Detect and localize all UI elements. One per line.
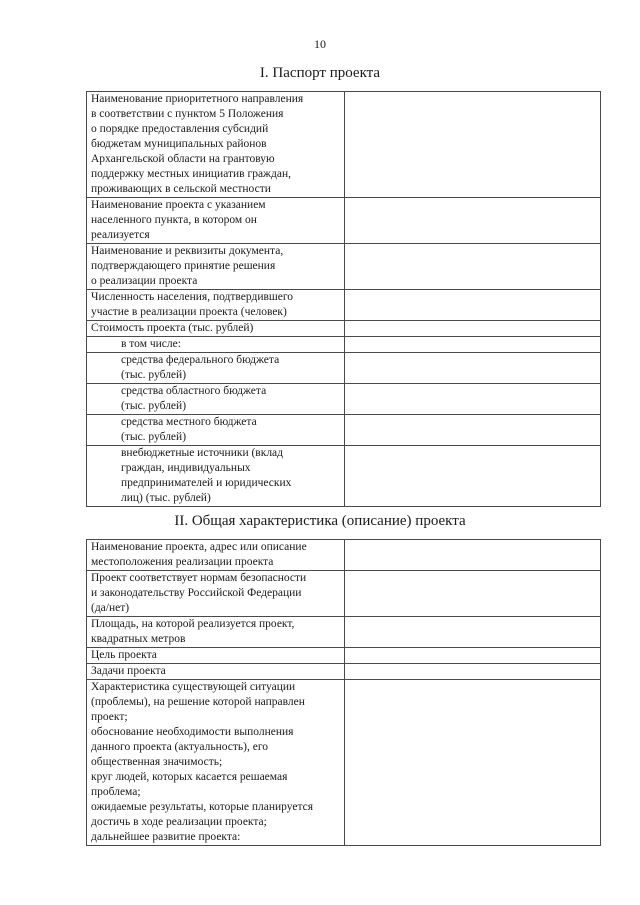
table-row [87, 540, 601, 571]
page-number: 10 [314, 37, 326, 51]
field-value-cell[interactable] [345, 664, 601, 680]
field-label: Характеристика существующей ситуации (проблемы), на решение которой направлен проект; обоснование необходимости выполнения данного проекта (актуальность), его общественная значимость; круг людей, которых касается решаемая проблема; ожидаемые результаты, которые планируется достичь в ходе реализации проекта; дальнейшее развитие проекта: [87, 680, 345, 846]
field-value-cell[interactable] [345, 92, 601, 198]
field-label: Цель проекта [87, 648, 345, 664]
table-row [87, 244, 601, 290]
table-row [87, 290, 601, 321]
field-label: Площадь, на которой реализуется проект, квадратных метров [87, 617, 345, 648]
section-2-title: II. Общая характеристика (описание) проекта [174, 513, 466, 529]
project-description-table [86, 539, 601, 846]
field-value-cell[interactable] [345, 290, 601, 321]
field-value-cell[interactable] [345, 244, 601, 290]
field-value-cell[interactable] [345, 384, 601, 415]
field-value-cell[interactable] [345, 540, 601, 571]
field-value-cell[interactable] [345, 321, 601, 337]
project-passport-table [86, 91, 601, 507]
table-row [87, 321, 601, 337]
table-row [87, 446, 601, 507]
field-value-cell[interactable] [345, 680, 601, 846]
field-label: Стоимость проекта (тыс. рублей) [87, 321, 345, 337]
field-label: Задачи проекта [87, 664, 345, 680]
field-value-cell[interactable] [345, 337, 601, 353]
field-value-cell[interactable] [345, 198, 601, 244]
field-value-cell[interactable] [345, 446, 601, 507]
table-row [87, 617, 601, 648]
field-label: Наименование проекта, адрес или описание местоположения реализации проекта [87, 540, 345, 571]
field-label: в том числе: [87, 337, 345, 353]
field-label: Проект соответствует нормам безопасности и законодательству Российской Федерации (да/нет) [87, 571, 345, 617]
field-label: средства областного бюджета (тыс. рублей) [87, 384, 345, 415]
field-label: Наименование и реквизиты документа, подтверждающего принятие решения о реализации проекта [87, 244, 345, 290]
field-value-cell[interactable] [345, 415, 601, 446]
table-row [87, 337, 601, 353]
table-row [87, 664, 601, 680]
table-row [87, 648, 601, 664]
field-label: внебюджетные источники (вклад граждан, индивидуальных предпринимателей и юридических лиц) (тыс. рублей) [87, 446, 345, 507]
section-1-title: I. Паспорт проекта [259, 65, 381, 81]
table-row [87, 571, 601, 617]
table-row [87, 384, 601, 415]
field-label: средства местного бюджета (тыс. рублей) [87, 415, 345, 446]
table-row [87, 198, 601, 244]
table-row [87, 92, 601, 198]
table-row [87, 680, 601, 846]
table-row [87, 415, 601, 446]
field-label: Наименование проекта с указанием населенного пункта, в котором он реализуется [87, 198, 345, 244]
field-label: Численность населения, подтвердившего участие в реализации проекта (человек) [87, 290, 345, 321]
field-value-cell[interactable] [345, 571, 601, 617]
field-label: Наименование приоритетного направления в соответствии с пунктом 5 Положения о порядке предоставления субсидий бюджетам муниципальных районов Архангельской области на грантовую поддержку местных инициатив граждан, проживающих в сельской местности [87, 92, 345, 198]
table-row [87, 353, 601, 384]
field-value-cell[interactable] [345, 353, 601, 384]
field-label: средства федерального бюджета (тыс. рублей) [87, 353, 345, 384]
field-value-cell[interactable] [345, 648, 601, 664]
field-value-cell[interactable] [345, 617, 601, 648]
